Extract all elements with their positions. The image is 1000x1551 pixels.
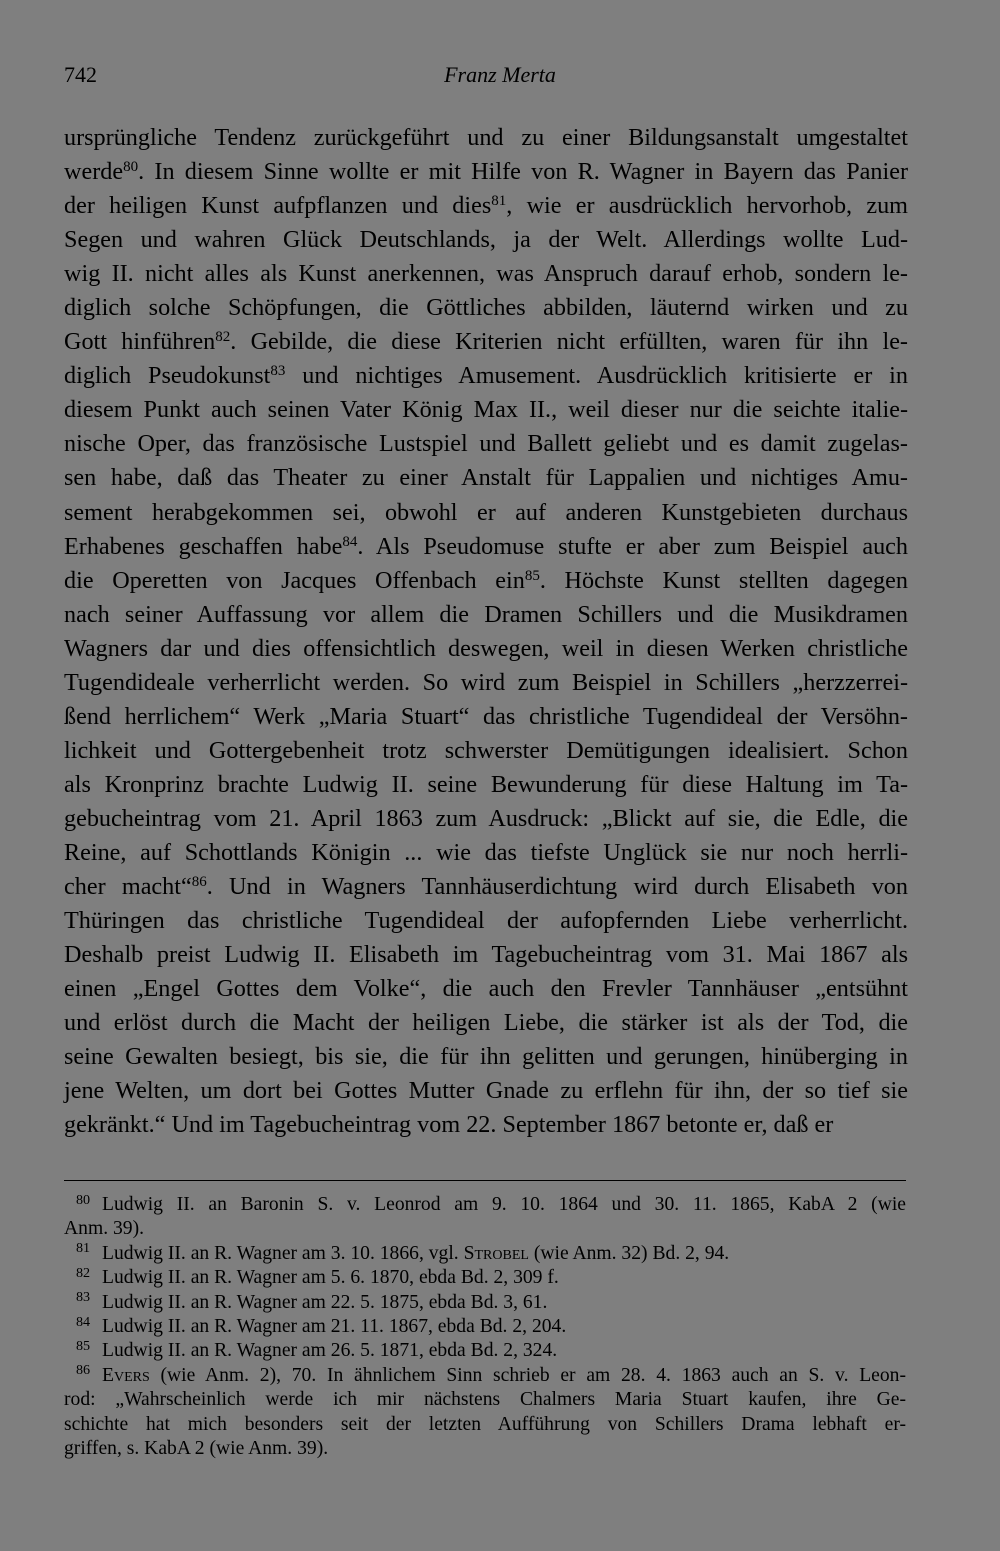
text-line: cher macht“$^{86}$. Und in Wagners Tannhäuserdichtung wird durch Elisabeth von xyxy=(64,873,908,901)
footnote-ref: 83 xyxy=(270,363,286,380)
footnote-ref: 86 xyxy=(191,873,207,890)
text-line: Deshalb preist Ludwig II. Elisabeth im Tagebucheintrag vom 31. Mai 1867 als xyxy=(64,941,908,969)
footnote-ref: 81 xyxy=(491,192,507,209)
footnote-ref: 80 xyxy=(123,158,139,175)
footnote-ref: 82 xyxy=(215,329,231,346)
footnote-ref: 85 xyxy=(524,567,540,584)
text-line: werde$^{80}$. In diesem Sinne wollte er mit Hilfe von R. Wagner in Bayern das Panier xyxy=(64,158,908,186)
text-line: wig II. nicht alles als Kunst anerkennen, was Anspruch darauf erhob, sondern le- xyxy=(64,260,908,288)
text-line: nach seiner Auffassung vor allem die Dramen Schillers und die Musikdramen xyxy=(64,600,908,628)
footnote-line: 80 Ludwig II. an Baronin S. v. Leonrod am 9. 10. 1864 und 30. 11. 1865, KabA 2 (wie xyxy=(76,1191,906,1215)
text-line: sement herabgekommen sei, obwohl er auf anderen Kunstgebieten durchaus xyxy=(64,498,908,526)
text-line: nische Oper, das französische Lustspiel und Ballett geliebt und es damit zugelas- xyxy=(64,430,908,458)
footnote-line: schichte hat mich besonders seit der letzten Aufführung von Schillers Drama lebhaft er- xyxy=(64,1413,906,1435)
body-text xyxy=(64,121,908,1142)
text-line: Gott hinführen$^{82}$. Gebilde, die diese Kriterien nicht erfüllten, waren für ihn le- xyxy=(64,328,908,356)
author-name: Strobel xyxy=(463,1242,529,1264)
text-line: der heiligen Kunst aufpflanzen und dies$^{81}$, wie er ausdrücklich hervorhob, zum xyxy=(64,192,908,220)
text-line: lichkeit und Gottergebenheit trotz schwerster Demütigungen idealisiert. Schon xyxy=(64,736,908,764)
footnote-line: 81 Ludwig II. an R. Wagner am 3. 10. 1866, vgl. Strobel (wie Anm. 32) Bd. 2, 94. xyxy=(76,1240,730,1264)
text-line: diglich Pseudokunst$^{83}$ und nichtiges Amusement. Ausdrücklich kritisierte er in xyxy=(64,362,908,390)
text-line: Wagners dar und dies offensichtlich deswegen, weil in diesen Werken christliche xyxy=(64,634,908,662)
footnotes xyxy=(64,1193,906,1461)
footnote-ref: 84 xyxy=(342,533,358,550)
footnote-line: 83 Ludwig II. an R. Wagner am 22. 5. 1875, ebda Bd. 3, 61. xyxy=(76,1289,548,1313)
text-line: ursprüngliche Tendenz zurückgeführt und zu einer Bildungsanstalt umgestaltet xyxy=(64,124,908,151)
text-line: seine Gewalten besiegt, bis sie, die für ihn gelitten und gerungen, hinüberging in xyxy=(64,1043,908,1071)
text-line: jene Welten, um dort bei Gottes Mutter Gnade zu erflehn für ihn, der so tief sie xyxy=(64,1077,908,1105)
text-line: Thüringen das christliche Tugendideal der aufopfernden Liebe verherrlicht. xyxy=(64,907,908,935)
page-number: 742 xyxy=(64,62,97,87)
text-line: Reine, auf Schottlands Königin ... wie das tiefste Unglück sie nur noch herrli- xyxy=(64,838,908,866)
running-title: Franz Merta xyxy=(444,62,556,87)
text-line: diglich solche Schöpfungen, die Göttliches abbilden, läuternd wirken und zu xyxy=(64,294,908,322)
footnote-line: 86 Evers (wie Anm. 2), 70. In ähnlichem Sinn schrieb er am 28. 4. 1863 auch an S. v. Leon- xyxy=(76,1362,906,1386)
footnote-line: rod: „Wahrscheinlich werde ich mir nächstens Chalmers Maria Stuart kaufen, ihre Ge- xyxy=(64,1389,906,1411)
text-line: ßend herrlichem“ Werk „Maria Stuart“ das christliche Tugendideal der Versöhn- xyxy=(64,702,908,730)
running-head xyxy=(64,62,936,90)
footnote-line: Anm. 39). xyxy=(64,1218,145,1240)
footnote-line: griffen, s. KabA 2 (wie Anm. 39). xyxy=(64,1437,329,1459)
text-line: Segen und wahren Glück Deutschlands, ja der Welt. Allerdings wollte Lud- xyxy=(64,226,908,254)
text-line: gebucheintrag vom 21. April 1863 zum Ausdruck: „Blickt auf sie, die Edle, die xyxy=(64,804,908,832)
text-line: einen „Engel Gottes dem Volke“, die auch den Frevler Tannhäuser „entsühnt xyxy=(64,975,908,1003)
footnote-separator xyxy=(64,1180,906,1181)
footnote-line: 85 Ludwig II. an R. Wagner am 26. 5. 1871, ebda Bd. 2, 324. xyxy=(76,1338,558,1362)
author-name: Evers xyxy=(102,1364,150,1386)
text-line: und erlöst durch die Macht der heiligen Liebe, die stärker ist als der Tod, die xyxy=(64,1009,908,1037)
text-line: als Kronprinz brachte Ludwig II. seine Bewunderung für diese Haltung im Ta- xyxy=(64,770,908,798)
text-line: diesem Punkt auch seinen Vater König Max II., weil dieser nur die seichte italie- xyxy=(64,396,908,424)
text-line: gekränkt.“ Und im Tagebucheintrag vom 22. September 1867 betonte er, daß er xyxy=(64,1111,834,1139)
footnote-line: 84 Ludwig II. an R. Wagner am 21. 11. 1867, ebda Bd. 2, 204. xyxy=(76,1313,567,1337)
text-line: sen habe, daß das Theater zu einer Anstalt für Lappalien und nichtiges Amu- xyxy=(64,464,908,492)
text-line: die Operetten von Jacques Offenbach ein$^{85}$. Höchste Kunst stellten dagegen xyxy=(64,566,908,594)
footnote-line: 82 Ludwig II. an R. Wagner am 5. 6. 1870, ebda Bd. 2, 309 f. xyxy=(76,1264,559,1289)
text-line: Tugendideale verherrlicht werden. So wird zum Beispiel in Schillers „herzzerrei- xyxy=(64,668,908,696)
text-line: Erhabenes geschaffen habe$^{84}$. Als Pseudomuse stufte er aber zum Beispiel auch xyxy=(64,532,909,560)
